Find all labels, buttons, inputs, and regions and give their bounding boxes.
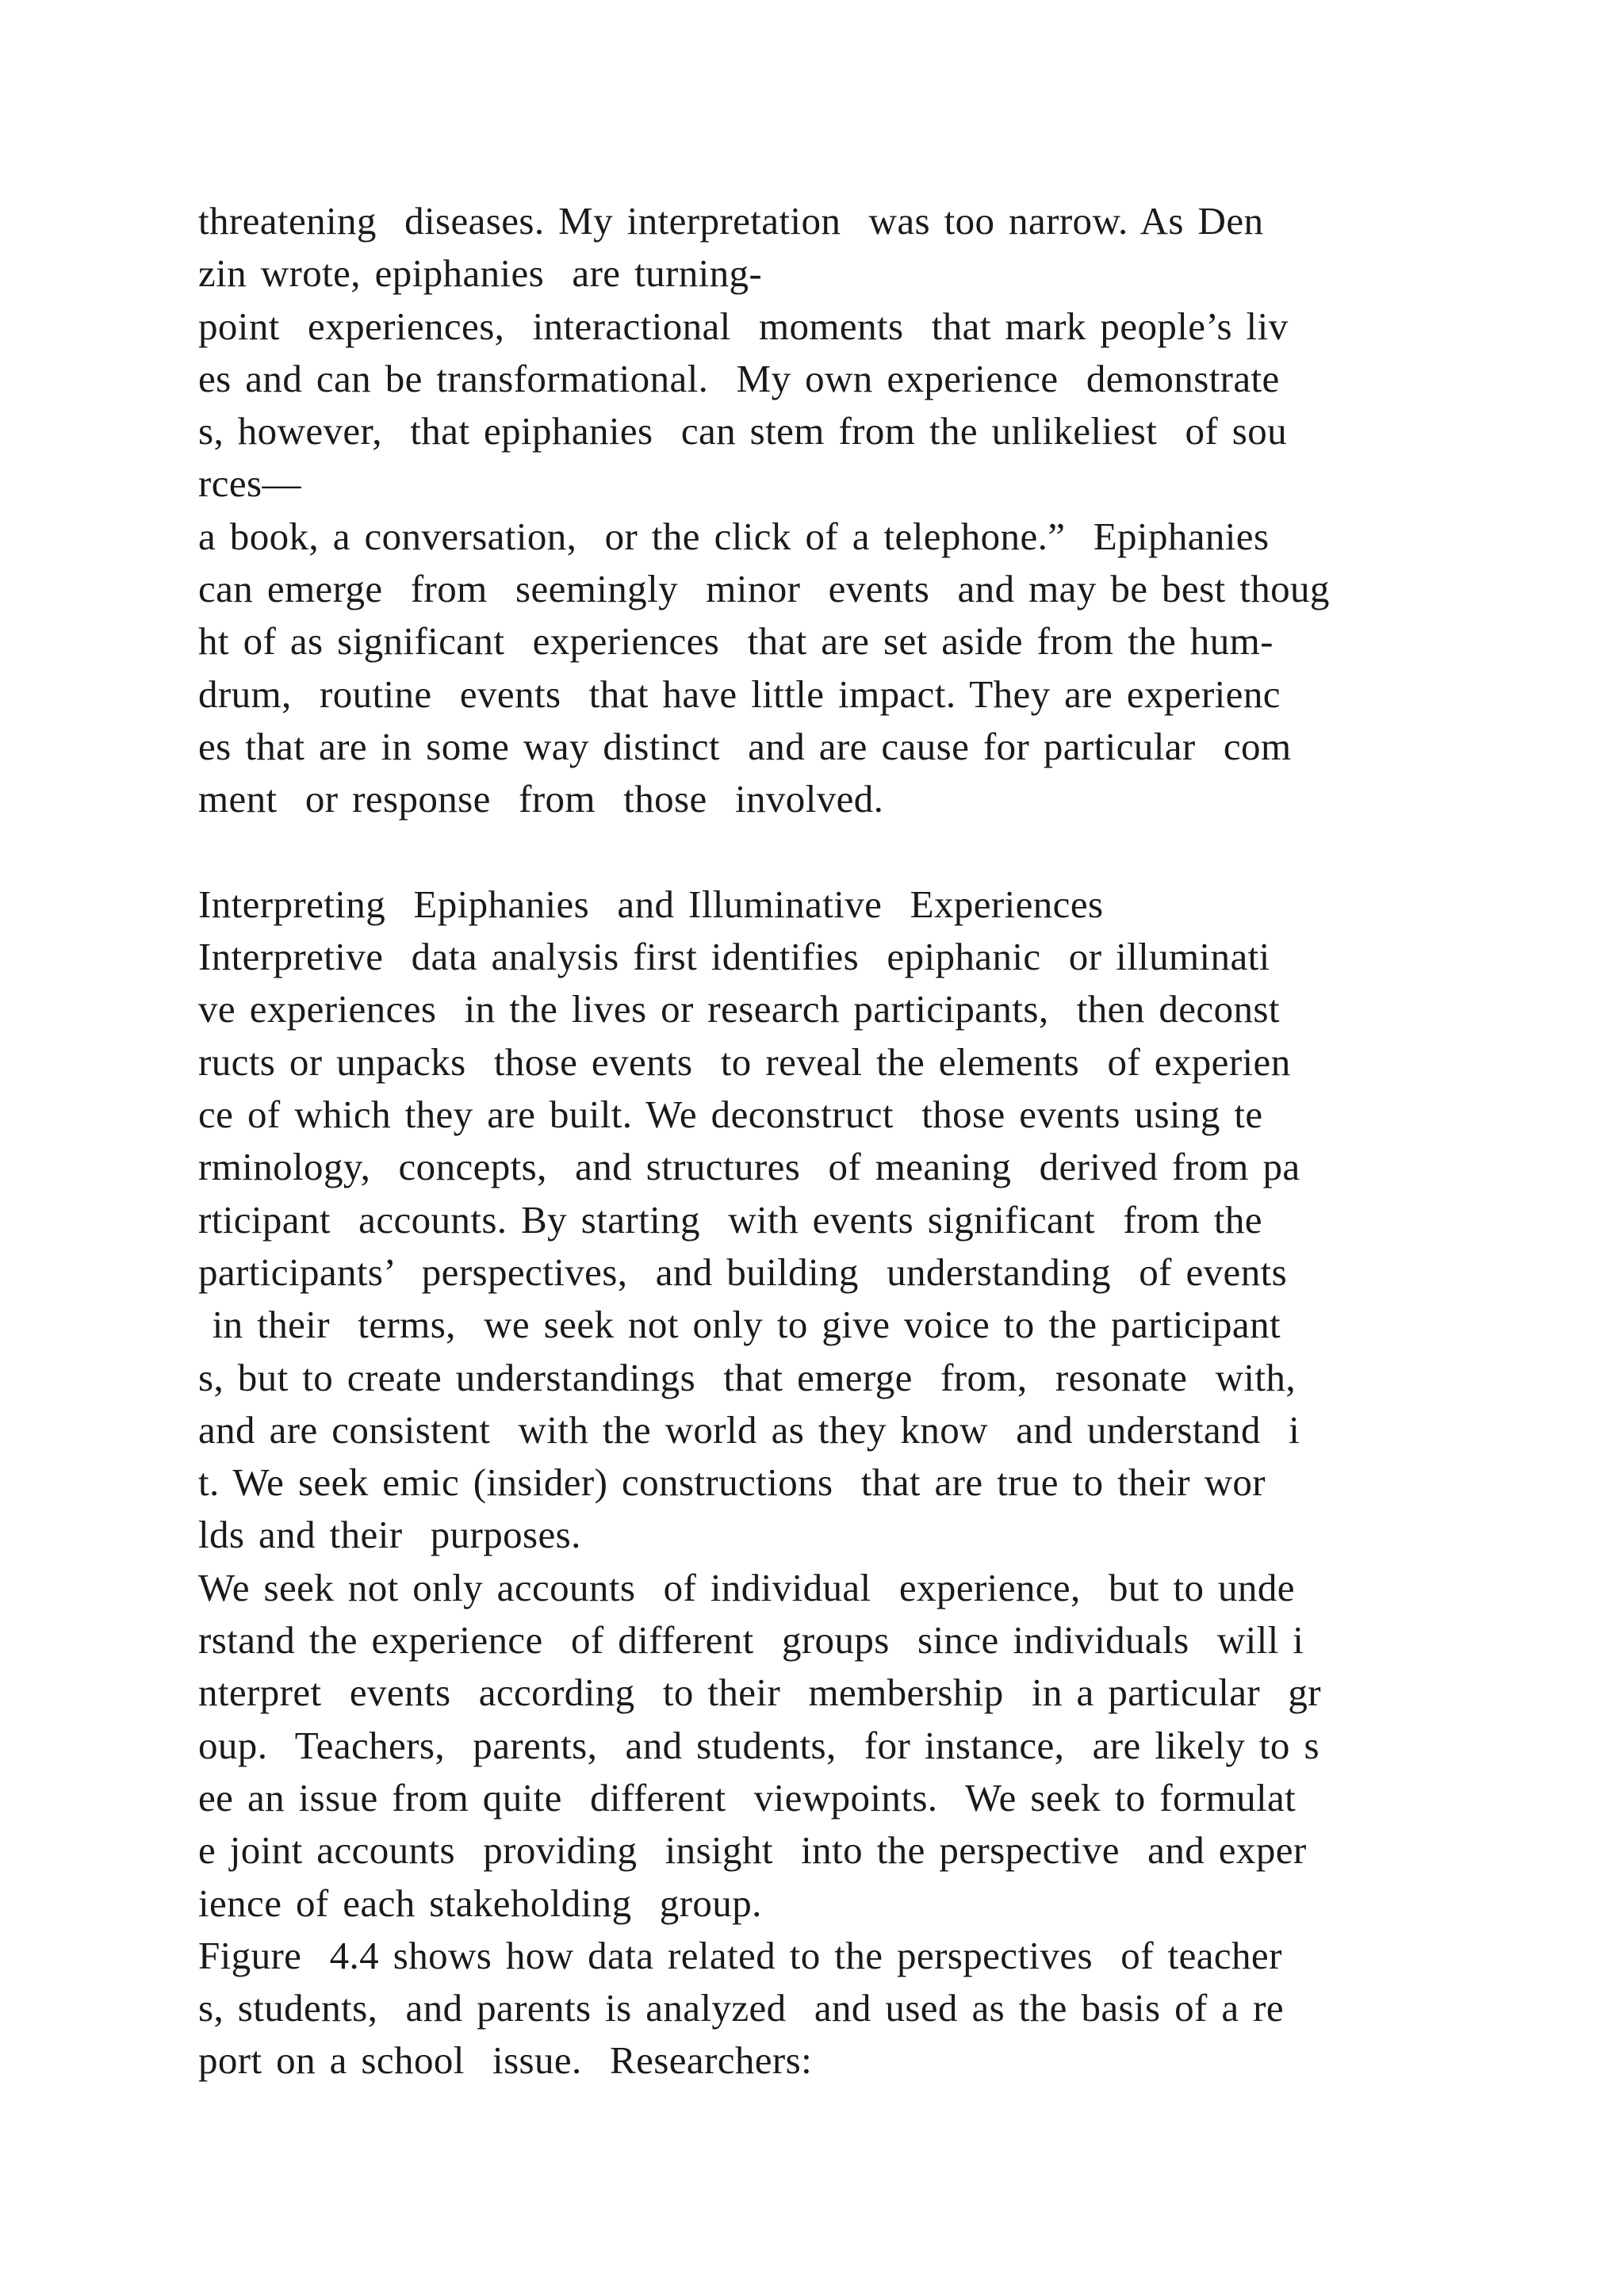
text-line: rminology, concepts, and structures of meaning derived from pa	[198, 1145, 1300, 1189]
text-line: rstand the experience of different groups since individuals will i	[198, 1618, 1304, 1663]
text-line: ment or response from those involved.	[198, 777, 884, 821]
text-line: a book, a conversation, or the click of a telephone.” Epiphanies	[198, 514, 1270, 558]
text-line: ee an issue from quite different viewpoints. We seek to formulat	[198, 1775, 1297, 1820]
paragraph-interpreting-epiphanies	[198, 878, 1499, 2087]
text-line: ht of as significant experiences that are set aside from the hum-	[198, 619, 1274, 664]
section-heading: Interpreting Epiphanies and Illuminative Experiences	[198, 882, 1104, 926]
text-line: es that are in some way distinct and are cause for particular com	[198, 724, 1292, 768]
text-line: lds and their purposes.	[198, 1513, 581, 1557]
text-line: threatening diseases. My interpretation was too narrow. As Den	[198, 199, 1264, 243]
text-line: in their terms, we seek not only to give voice to the participant	[198, 1303, 1281, 1347]
text-line: We seek not only accounts of individual experience, but to unde	[198, 1565, 1295, 1609]
text-line: es and can be transformational. My own experience demonstrate	[198, 356, 1280, 400]
text-line: s, however, that epiphanies can stem from the unlikeliest of sou	[198, 409, 1288, 453]
text-line: nterpret events according to their membership in a particular gr	[198, 1670, 1321, 1715]
text-line: ve experiences in the lives or research participants, then deconst	[198, 987, 1280, 1031]
text-line: rticipant accounts. By starting with events significant from the	[198, 1197, 1262, 1242]
text-line: can emerge from seemingly minor events and may be best thoug	[198, 567, 1330, 611]
paragraph-epiphanies-definition	[198, 195, 1499, 826]
text-line: rces—	[198, 461, 301, 506]
text-line: point experiences, interactional moments that mark people’s liv	[198, 304, 1289, 348]
text-line: participants’ perspectives, and building understanding of events	[198, 1249, 1288, 1294]
text-line: oup. Teachers, parents, and students, for instance, are likely to s	[198, 1723, 1320, 1767]
text-line: t. We seek emic (insider) constructions that are true to their wor	[198, 1460, 1266, 1505]
text-line: e joint accounts providing insight into the perspective and exper	[198, 1828, 1307, 1873]
text-line: zin wrote, epiphanies are turning-	[198, 251, 763, 296]
body-text	[198, 195, 1499, 2087]
text-line: ience of each stakeholding group.	[198, 1881, 762, 1925]
paragraph-spacer	[198, 826, 1499, 878]
text-line: s, students, and parents is analyzed and used as the basis of a re	[198, 1986, 1285, 2030]
text-line: and are consistent with the world as they know and understand i	[198, 1407, 1300, 1452]
text-line: Interpretive data analysis first identifies epiphanic or illuminati	[198, 935, 1270, 979]
text-line: port on a school issue. Researchers:	[198, 2038, 813, 2083]
text-line: ructs or unpacks those events to reveal the elements of experien	[198, 1039, 1291, 1084]
text-line: Figure 4.4 shows how data related to the perspectives of teacher	[198, 1933, 1282, 1977]
text-line: s, but to create understandings that emerge from, resonate with,	[198, 1355, 1296, 1399]
text-line: ce of which they are built. We deconstruct those events using te	[198, 1093, 1263, 1137]
text-line: drum, routine events that have little impact. They are experienc	[198, 672, 1281, 716]
